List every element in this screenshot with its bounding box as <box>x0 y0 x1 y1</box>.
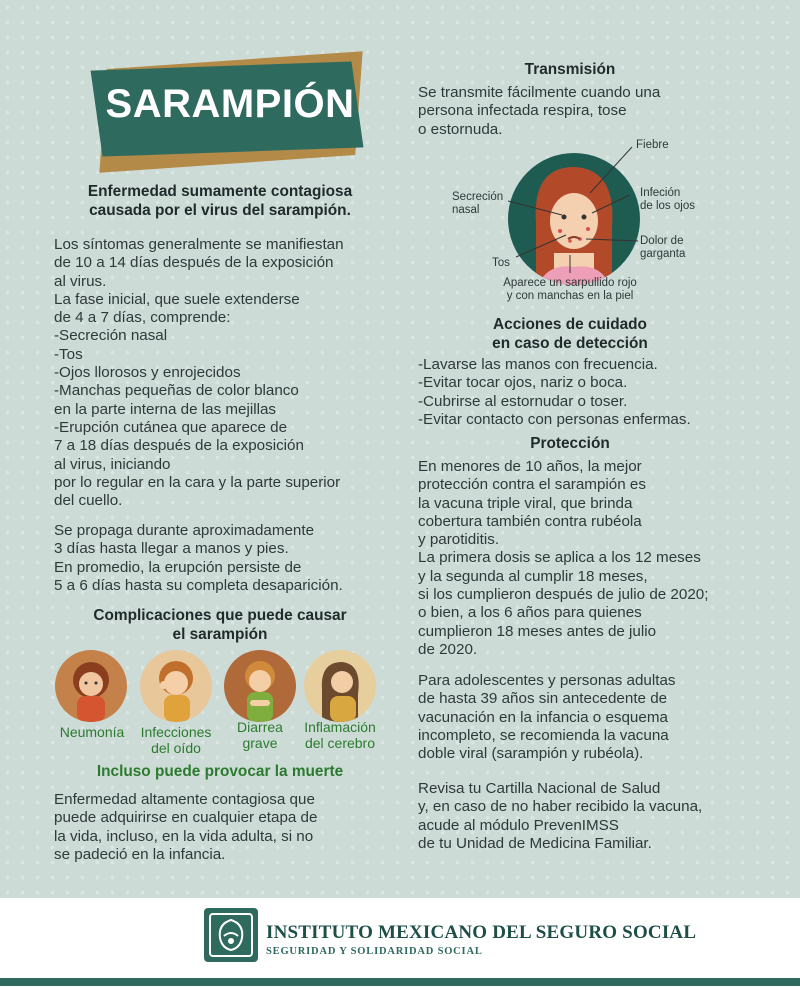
ear-infection-icon <box>140 650 212 722</box>
complication-label: Infecciones del oído <box>140 724 212 756</box>
intro-heading: Enfermedad sumamente contagiosa causada por el virus del sarampión. <box>87 183 353 219</box>
complication-label: Diarrea grave <box>237 719 283 751</box>
diarrhea-icon <box>224 650 296 722</box>
symptoms-illustration <box>420 135 710 305</box>
complication-label: Inflamación del cerebro <box>304 719 376 751</box>
eye-infection-label: Infeción de los ojos <box>640 187 695 212</box>
page-title: SARAMPIÓN <box>105 82 355 126</box>
closing-left-text: Enfermedad altamente contagiosa que puede adquirirse en cualquier etapa de la vida, incluso, en la vida adulta, si no se padeció en la infancia. <box>54 791 318 863</box>
footer-bar <box>0 978 800 986</box>
sore-throat-label: Dolor de garganta <box>640 235 686 260</box>
pneumonia-icon <box>55 650 127 722</box>
org-name: INSTITUTO MEXICANO DEL SEGURO SOCIAL <box>266 922 697 943</box>
footer <box>0 898 800 988</box>
rash-label: Aparece un sarpullido rojo y con manchas en la piel <box>503 277 637 302</box>
transmission-heading: Transmisión <box>524 61 616 78</box>
complication-label: Neumonía <box>59 724 125 740</box>
cough-label: Tos <box>492 257 510 269</box>
care-heading: Acciones de cuidado en caso de detección <box>492 316 648 352</box>
fever-label: Fiebre <box>636 139 669 151</box>
symptoms-text: Los síntomas generalmente se manifiestan de 10 a 14 días después de la exposición al virus. La fase inicial, que suele extenderse de 4 a 7 días, comprende: -Secreción nasal -Tos -Ojos llorosos y enrojecidos -Manchas pequeñas de color blanco en la parte interna de las mejillas -Erupción cutánea que aparece de 7 a 18 días después de la exposición al virus, iniciando por lo regular en la cara y la parte superior del cuello. <box>54 236 344 510</box>
protection-text-cartilla: Revisa tu Cartilla Nacional de Salud y, en caso de no haber recibido la vacuna, acude al módulo PrevenIMSS de tu Unidad de Medicina Familiar. <box>418 780 703 852</box>
protection-text-adults: Para adolescentes y personas adultas de hasta 39 años sin antecedente de vacunación en la infancia o esquema incompleto, se recomienda la vacuna doble viral (sarampión y rubéola). <box>418 672 676 763</box>
spread-text: Se propaga durante aproximadamente 3 días hasta llegar a manos y pies. En promedio, la erupción persiste de 5 a 6 días hasta su completa desaparición. <box>54 522 343 594</box>
org-subtitle: SEGURIDAD Y SOLIDARIDAD SOCIAL <box>266 946 483 957</box>
imss-logo-icon <box>204 908 258 962</box>
protection-heading: Protección <box>530 435 610 452</box>
transmission-text: Se transmite fácilmente cuando una persona infectada respira, tose o estornuda. <box>418 84 661 138</box>
care-text: -Lavarse las manos con frecuencia. -Evitar tocar ojos, nariz o boca. -Cubrirse al estornudar o toser. -Evitar contacto con personas enfermas. <box>418 356 691 428</box>
brain-inflammation-icon <box>304 650 376 722</box>
complications-heading: Complicaciones que puede causar el sarampión <box>93 607 347 643</box>
nasal-secretion-label: Secreción nasal <box>452 191 504 216</box>
title-banner <box>90 52 380 170</box>
death-warning: Incluso puede provocar la muerte <box>96 763 344 780</box>
protection-text-children: En menores de 10 años, la mejor protección contra el sarampión es la vacuna triple viral, que brinda cobertura también contra rubéola y parotiditis. La primera dosis se aplica a los 12 meses y la segunda al cumplir 18 meses, si los cumplieron después de julio de 2020; o bien, a los 6 años para quienes cumplieron 18 meses antes de julio de 2020. <box>418 458 709 658</box>
